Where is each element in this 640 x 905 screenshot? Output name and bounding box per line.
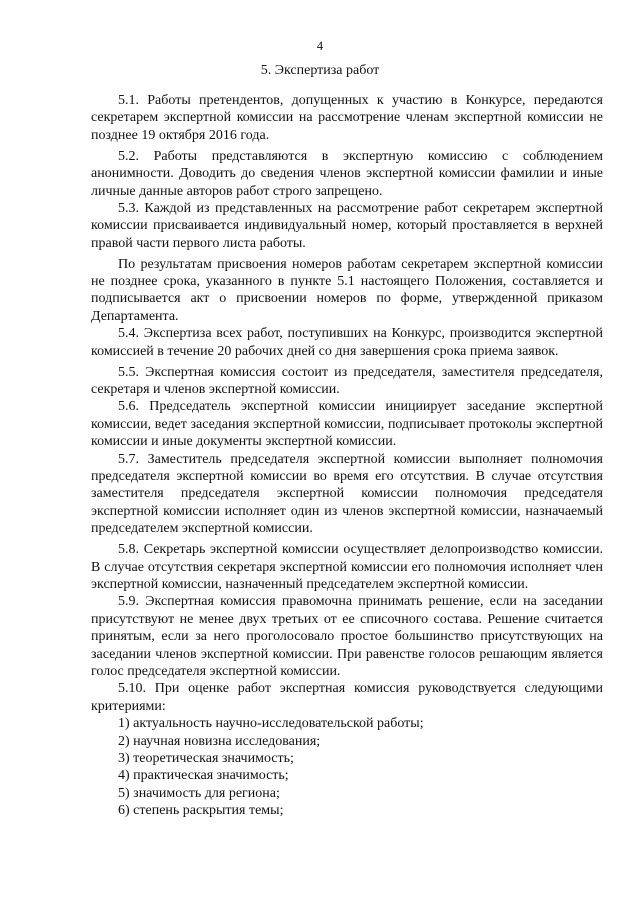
paragraph-5-5: 5.5. Экспертная комиссия состоит из председателя, заместителя председателя, секретаря и членов экспертной комиссии. (91, 364, 603, 397)
paragraph-5-1: 5.1. Работы претендентов, допущенных к участию в Конкурсе, передаются секретарем экспертной комиссии на рассмотрение членам экспертной комиссии не позднее 19 октября 2016 года. (91, 93, 603, 143)
paragraph-5-3: 5.3. Каждой из представленных на рассмотрение работ секретарем экспертной комиссии присваивается индивидуальный номер, который проставляется в верхней правой части первого листа работы. (91, 200, 603, 251)
paragraph-5-6: 5.6. Председатель экспертной комиссии инициирует заседание экспертной комиссии, ведет заседания экспертной комиссии, подписывает протоколы экспертной комиссии и иные документы экспертной комиссии. (91, 399, 603, 450)
criteria-item: 5) значимость для региона; (118, 785, 280, 801)
criteria-item: 6) степень раскрытия темы; (118, 803, 284, 819)
paragraph-5-8: 5.8. Секретарь экспертной комиссии осуществляет делопроизводство комиссии. В случае отсутствия секретаря экспертной комиссии его полномочия исполняет член экспертной комиссии, назначенный председателем экспертной комиссии. (91, 542, 603, 592)
document-body (91, 92, 603, 820)
paragraph-numbering-act: По результатам присвоения номеров работам секретарем экспертной комиссии не позднее срока, указанного в пункте 5.1 настоящего Положения, составляется и подписывается акт о присвоении номеров по форме, утвержденной приказом Департамента. (91, 256, 603, 324)
page-number: 4 (316, 39, 324, 53)
criteria-item: 3) теоретическая значимость; (118, 751, 294, 767)
criteria-list (91, 715, 603, 819)
paragraph-5-10: 5.10. При оценке работ экспертная комиссия руководствуется следующими критериями: (91, 681, 603, 714)
criteria-item: 4) практическая значимость; (118, 768, 289, 784)
paragraph-5-7: 5.7. Заместитель председателя экспертной комиссии выполняет полномочия председателя экспертной комиссии во время его отсутствия. В случае отсутствия заместителя председателя экспертной комиссии полномочия председателя экспертной комиссии исполняет один из членов экспертной комиссии, назначаемый председателем экспертной комиссии. (91, 451, 603, 537)
criteria-item: 2) научная новизна исследования; (118, 733, 321, 749)
paragraph-5-2: 5.2. Работы представляются в экспертную комиссию с соблюдением анонимности. Доводить до сведения членов экспертной комиссии фамилии и иные личные данные авторов работ строго запрещено. (91, 148, 603, 199)
paragraph-5-4: 5.4. Экспертиза всех работ, поступивших на Конкурс, производится экспертной комиссией в течение 20 рабочих дней со дня завершения срока приема заявок. (91, 326, 603, 359)
section-title: 5. Экспертиза работ (260, 63, 380, 78)
criteria-item: 1) актуальность научно-исследовательской работы; (118, 716, 424, 732)
paragraph-5-9: 5.9. Экспертная комиссия правомочна принимать решение, если на заседании присутствуют не менее двух третьих от ее списочного состава. Решение считается принятым, если за него проголосовало простое большинство присутствующих на заседании членов экспертной комиссии. При равенстве голосов решающим является голос председателя экспертной комиссии. (91, 594, 603, 679)
